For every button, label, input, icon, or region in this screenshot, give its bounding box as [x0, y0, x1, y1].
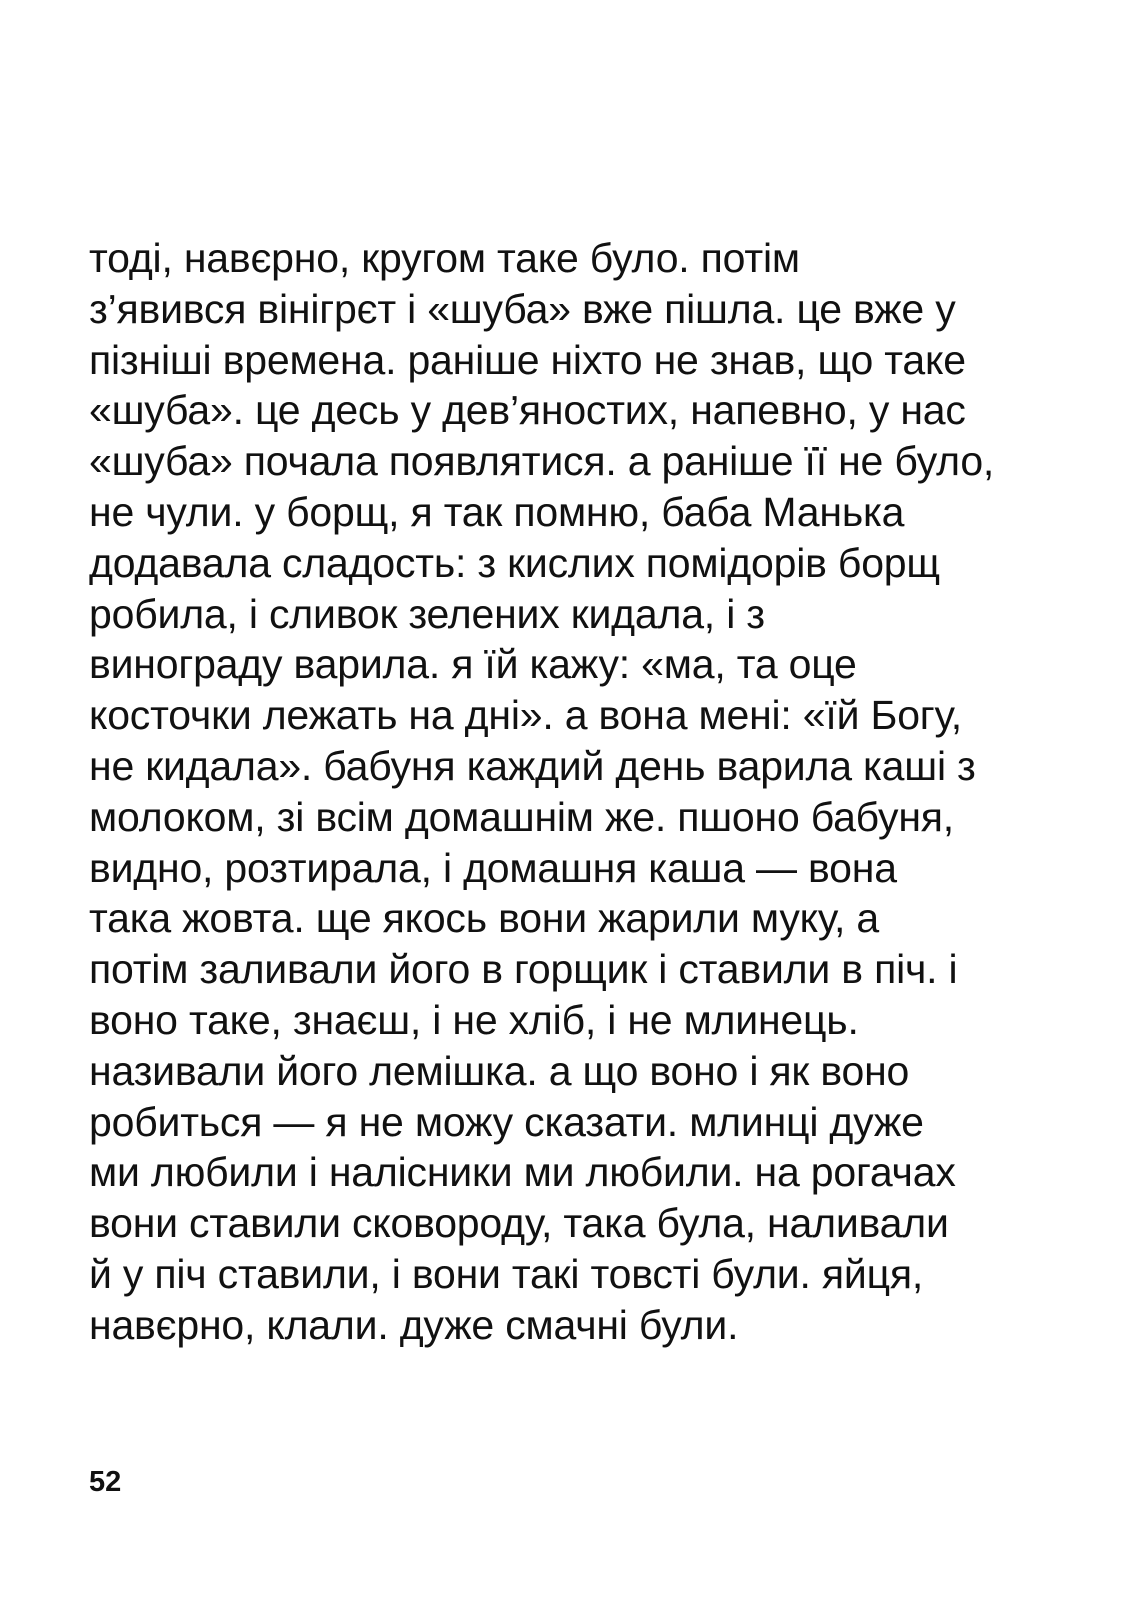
text-line: називали його лемішка. а що воно і як воно — [89, 1047, 910, 1094]
text-line: з’явився вінігрєт і «шуба» вже пішла. це вже у — [89, 285, 956, 332]
text-line: тоді, навєрно, кругом таке було. потім — [89, 235, 800, 281]
text-line: «шуба». це десь у дев’яностих, напевно, у нас — [89, 387, 966, 434]
text-line: додавала сладость: з кислих помідорів борщ — [89, 539, 940, 586]
text-line: не кидала». бабуня каждий день варила каші з — [89, 742, 976, 789]
text-line: робила, і сливок зелених кидала, і з — [89, 590, 765, 637]
text-line: не чули. у борщ, я так помню, баба Манька — [89, 488, 905, 535]
text-line: пізніші времена. раніше ніхто не знав, що таке — [89, 336, 966, 383]
page-number: 52 — [89, 1466, 122, 1498]
text-line: навєрно, клали. дуже смачні були. — [89, 1301, 739, 1348]
text-line: й у піч ставили, і вони такі товсті були. яйця, — [89, 1250, 924, 1297]
text-line: «шуба» почала появлятися. а раніше її не було, — [89, 438, 995, 485]
text-line: воно таке, знаєш, і не хліб, і не млинець. — [89, 996, 859, 1043]
body-text — [89, 233, 1089, 1351]
text-line: робиться — я не можу сказати. млинці дуже — [89, 1098, 924, 1145]
text-line: молоком, зі всім домашнім же. пшоно бабуня, — [89, 793, 954, 840]
text-line: ми любили і налісники ми любили. на рогачах — [89, 1149, 956, 1196]
text-line: винограду варила. я їй кажу: «ма, та оце — [89, 641, 857, 688]
text-line: вони ставили сковороду, така була, наливали — [89, 1200, 949, 1247]
text-line: потім заливали його в горщик і ставили в піч. і — [89, 946, 958, 993]
text-line: видно, розтирала, і домашня каша — вона — [89, 844, 897, 891]
text-line: така жовта. ще якось вони жарили муку, а — [89, 895, 880, 942]
text-line: косточки лежать на дні». а вона мені: «їй Богу, — [89, 692, 962, 739]
